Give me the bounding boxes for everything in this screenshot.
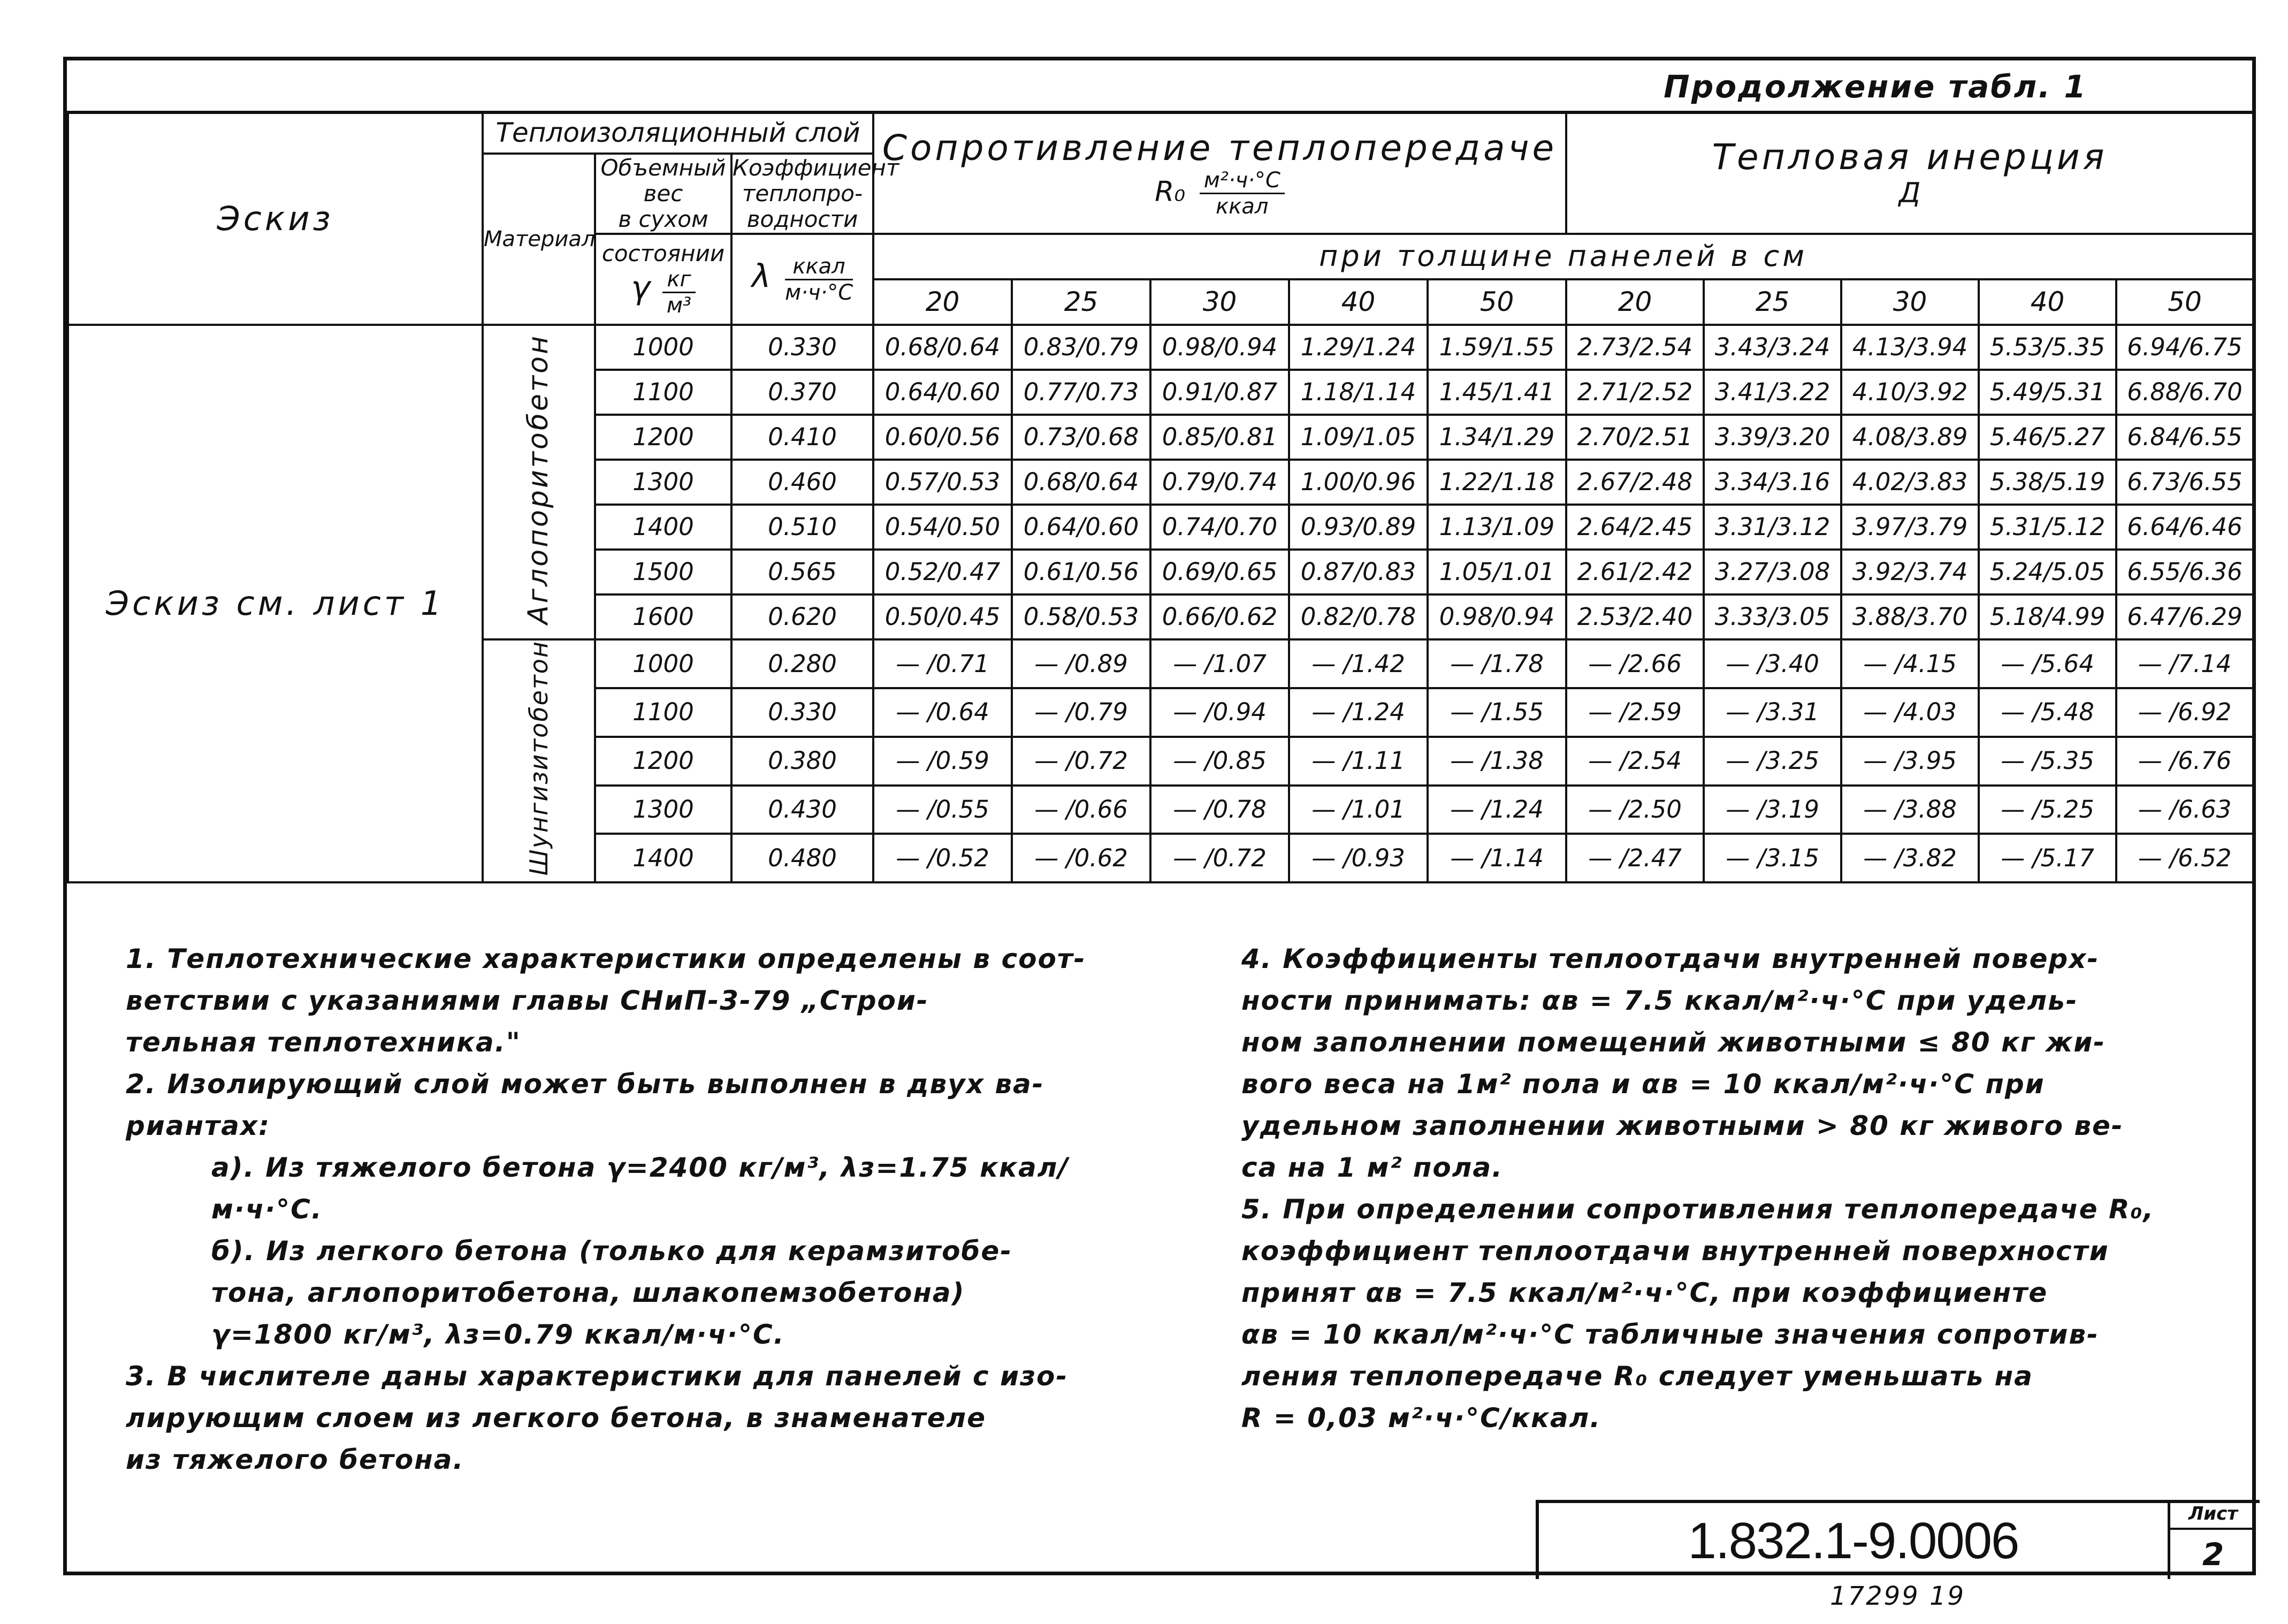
d-cell: — /2.47 [1566, 834, 1704, 882]
lambda-cell: 0.330 [731, 325, 873, 370]
d-cell: — /4.15 [1841, 639, 1979, 688]
r-cell: — /0.79 [1012, 688, 1150, 737]
d-thickness-25: 25 [1704, 279, 1841, 325]
d-cell: — /5.64 [1979, 639, 2116, 688]
archive-number: 17299 19 [1830, 1581, 1966, 1611]
note-1: 1. Теплотехнические характеристики определены в соот- ветствии с указаниями главы СНиП-3-79 „Строи- тельная теплотехника." [126, 943, 1086, 1058]
d-cell: 6.94/6.75 [2116, 325, 2253, 370]
sketch-header: Эскиз [68, 113, 483, 325]
material-shung: Шунгизитобетон [483, 639, 595, 882]
d-cell: 3.33/3.05 [1704, 594, 1841, 639]
r-cell: 0.52/0.47 [873, 550, 1012, 594]
r-cell: 0.57/0.53 [873, 460, 1012, 505]
d-cell: 3.31/3.12 [1704, 505, 1841, 550]
r-cell: 0.73/0.68 [1012, 415, 1150, 460]
d-cell: — /3.82 [1841, 834, 1979, 882]
r-cell: 0.60/0.56 [873, 415, 1012, 460]
density-cell: 1500 [595, 550, 731, 594]
resistance-symbol: R₀ [1155, 176, 1186, 208]
r-cell: 0.54/0.50 [873, 505, 1012, 550]
r-cell: — /0.72 [1150, 834, 1289, 882]
r-cell: 0.61/0.56 [1012, 550, 1150, 594]
resistance-header: Сопротивление теплопередаче R₀ $\frac{\text{м²·ч·°С}}{\text{ккал}}$ [873, 113, 1566, 234]
title-block [1536, 1500, 2260, 1579]
d-cell: 4.13/3.94 [1841, 325, 1979, 370]
r-thickness-20: 20 [873, 279, 1012, 325]
r-cell: — /0.89 [1012, 639, 1150, 688]
r-cell: — /1.55 [1428, 688, 1566, 737]
d-cell: 2.53/2.40 [1566, 594, 1704, 639]
table-caption: Продолжение табл. 1 [1664, 68, 2087, 105]
resistance-unit: $\frac{\text{м²·ч·°С}}{\text{ккал}}$ [1200, 168, 1285, 219]
r-thickness-40: 40 [1289, 279, 1428, 325]
r-cell: 0.58/0.53 [1012, 594, 1150, 639]
d-cell: — /3.95 [1841, 737, 1979, 786]
d-cell: 5.53/5.35 [1979, 325, 2116, 370]
r-cell: — /1.38 [1428, 737, 1566, 786]
lambda-cell: 0.380 [731, 737, 873, 786]
d-cell: 2.64/2.45 [1566, 505, 1704, 550]
r-cell: 0.93/0.89 [1289, 505, 1428, 550]
d-cell: — /7.14 [2116, 639, 2253, 688]
r-cell: — /0.52 [873, 834, 1012, 882]
heat-engineering-table [67, 112, 2254, 883]
density-unit: состоянии γ $\frac{кг}{\text{м³}}$ [595, 234, 731, 325]
r-cell: 0.77/0.73 [1012, 370, 1150, 415]
d-cell: 4.02/3.83 [1841, 460, 1979, 505]
r-cell: 1.45/1.41 [1428, 370, 1566, 415]
r-cell: 0.68/0.64 [873, 325, 1012, 370]
r-cell: 0.98/0.94 [1428, 594, 1566, 639]
density-cell: 1000 [595, 639, 731, 688]
r-cell: 0.69/0.65 [1150, 550, 1289, 594]
r-cell: 0.98/0.94 [1150, 325, 1289, 370]
d-cell: — /5.35 [1979, 737, 2116, 786]
r-cell: 1.59/1.55 [1428, 325, 1566, 370]
d-cell: 2.61/2.42 [1566, 550, 1704, 594]
conductivity-unit: λ $\frac{\text{ккал}}{м\cdot ч\cdot^\circ С}$ [731, 234, 873, 325]
d-cell: 5.24/5.05 [1979, 550, 2116, 594]
r-cell: — /1.14 [1428, 834, 1566, 882]
d-cell: 6.47/6.29 [2116, 594, 2253, 639]
r-cell: — /0.72 [1012, 737, 1150, 786]
lambda-cell: 0.370 [731, 370, 873, 415]
note-5: 5. При определении сопротивления теплопередаче R₀, коэффициент теплоотдачи внутренней поверхности принят αв = 7.5 ккал/м²·ч·°С, при коэффициенте αв = 10 ккал/м²·ч·°С табличные значения сопротив- ления теплопередаче R₀ следует уменьшать на R = 0,03 м²·ч·°С/ккал. [1241, 1194, 2155, 1434]
d-cell: 2.71/2.52 [1566, 370, 1704, 415]
d-cell: 5.18/4.99 [1979, 594, 2116, 639]
r-cell: — /0.64 [873, 688, 1012, 737]
lambda-cell: 0.280 [731, 639, 873, 688]
d-cell: — /3.15 [1704, 834, 1841, 882]
d-cell: 5.38/5.19 [1979, 460, 2116, 505]
r-cell: — /1.24 [1428, 786, 1566, 834]
r-cell: 0.64/0.60 [1012, 505, 1150, 550]
d-cell: — /3.88 [1841, 786, 1979, 834]
notes-right [1241, 938, 2231, 1439]
conductivity-header: Коэффициент теплопро- водности [731, 154, 873, 234]
density-cell: 1600 [595, 594, 731, 639]
density-cell: 1200 [595, 737, 731, 786]
d-cell: 5.46/5.27 [1979, 415, 2116, 460]
lambda-cell: 0.460 [731, 460, 873, 505]
sheet-number: 2 [2202, 1536, 2224, 1573]
d-thickness-20: 20 [1566, 279, 1704, 325]
d-cell: 6.88/6.70 [2116, 370, 2253, 415]
inertia-header: Тепловая инерция Д [1566, 113, 2253, 234]
document-code: 1.832.1-9.0006 [1539, 1503, 2170, 1579]
r-cell: 1.34/1.29 [1428, 415, 1566, 460]
d-cell: 2.70/2.51 [1566, 415, 1704, 460]
d-cell: — /5.48 [1979, 688, 2116, 737]
r-thickness-30: 30 [1150, 279, 1289, 325]
r-cell: 0.68/0.64 [1012, 460, 1150, 505]
r-cell: 0.74/0.70 [1150, 505, 1289, 550]
note-2: 2. Изолирующий слой может быть выполнен в двух ва- риантах: [126, 1069, 1044, 1141]
r-cell: — /1.07 [1150, 639, 1289, 688]
r-cell: 1.18/1.14 [1289, 370, 1428, 415]
lambda-cell: 0.430 [731, 786, 873, 834]
d-cell: — /2.54 [1566, 737, 1704, 786]
lambda-cell: 0.480 [731, 834, 873, 882]
d-cell: 3.41/3.22 [1704, 370, 1841, 415]
lambda-cell: 0.565 [731, 550, 873, 594]
r-cell: 1.22/1.18 [1428, 460, 1566, 505]
r-cell: 1.13/1.09 [1428, 505, 1566, 550]
drawing-sheet [63, 57, 2256, 1575]
r-cell: — /0.85 [1150, 737, 1289, 786]
d-cell: — /4.03 [1841, 688, 1979, 737]
sheet-label: Лист [2170, 1503, 2256, 1530]
d-cell: — /3.19 [1704, 786, 1841, 834]
d-cell: 3.39/3.20 [1704, 415, 1841, 460]
d-cell: 3.27/3.08 [1704, 550, 1841, 594]
d-cell: 5.49/5.31 [1979, 370, 2116, 415]
r-cell: 1.05/1.01 [1428, 550, 1566, 594]
d-cell: — /6.52 [2116, 834, 2253, 882]
d-cell: 6.64/6.46 [2116, 505, 2253, 550]
d-cell: — /6.63 [2116, 786, 2253, 834]
r-cell: — /0.93 [1289, 834, 1428, 882]
r-cell: 1.09/1.05 [1289, 415, 1428, 460]
density-cell: 1300 [595, 460, 731, 505]
note-3: 3. В числителе даны характеристики для панелей с изо- лирующим слоем из легкого бетона, в знаменателе из тяжелого бетона. [126, 1361, 1069, 1475]
r-cell: 1.29/1.24 [1289, 325, 1428, 370]
r-thickness-25: 25 [1012, 279, 1150, 325]
d-cell: 6.73/6.55 [2116, 460, 2253, 505]
density-cell: 1400 [595, 505, 731, 550]
r-cell: — /0.59 [873, 737, 1012, 786]
lambda-cell: 0.330 [731, 688, 873, 737]
r-cell: — /0.94 [1150, 688, 1289, 737]
d-cell: — /6.92 [2116, 688, 2253, 737]
r-cell: — /1.24 [1289, 688, 1428, 737]
r-cell: — /1.42 [1289, 639, 1428, 688]
d-cell: — /3.25 [1704, 737, 1841, 786]
d-cell: — /6.76 [2116, 737, 2253, 786]
d-cell: 3.92/3.74 [1841, 550, 1979, 594]
r-cell: 0.50/0.45 [873, 594, 1012, 639]
d-cell: 4.10/3.92 [1841, 370, 1979, 415]
d-cell: 3.88/3.70 [1841, 594, 1979, 639]
r-cell: 0.79/0.74 [1150, 460, 1289, 505]
r-cell: — /1.01 [1289, 786, 1428, 834]
r-cell: 0.87/0.83 [1289, 550, 1428, 594]
d-cell: 2.73/2.54 [1566, 325, 1704, 370]
sketch-reference: Эскиз см. лист 1 [68, 325, 483, 882]
lambda-cell: 0.620 [731, 594, 873, 639]
thickness-label: при толщине панелей в см [873, 234, 2253, 279]
note-4: 4. Коэффициенты теплоотдачи внутренней поверх- ности принимать: αв = 7.5 ккал/м²·ч·°С при удель- ном заполнении помещений животными ≤ 80 кг жи- вого веса на 1м² пола и αв = 10 ккал/м²·ч·°С при удельном заполнении животными > 80 кг живого ве- са на 1 м² пола. [1241, 943, 2124, 1183]
density-cell: 1100 [595, 370, 731, 415]
material-aglo: Аглопоритобетон [483, 325, 595, 639]
r-cell: — /1.11 [1289, 737, 1428, 786]
note-2b: б). Из легкого бетона (только для керамзитобе- тона, аглопоритобетона, шлакопемзобетона) γ=1800 кг/м³, λз=0.79 ккал/м·ч·°С. [211, 1236, 1013, 1350]
d-cell: 3.34/3.16 [1704, 460, 1841, 505]
r-thickness-50: 50 [1428, 279, 1566, 325]
d-cell: 4.08/3.89 [1841, 415, 1979, 460]
notes-left [126, 938, 1132, 1481]
d-cell: — /5.25 [1979, 786, 2116, 834]
r-cell: 0.82/0.78 [1289, 594, 1428, 639]
d-thickness-30: 30 [1841, 279, 1979, 325]
r-cell: — /0.62 [1012, 834, 1150, 882]
inertia-symbol: Д [1898, 177, 1921, 210]
d-cell: 3.97/3.79 [1841, 505, 1979, 550]
d-cell: — /2.59 [1566, 688, 1704, 737]
d-cell: — /5.17 [1979, 834, 2116, 882]
density-cell: 1400 [595, 834, 731, 882]
density-cell: 1300 [595, 786, 731, 834]
d-cell: — /3.31 [1704, 688, 1841, 737]
note-2a: а). Из тяжелого бетона γ=2400 кг/м³, λз=1.75 ккал/м·ч·°С. [211, 1152, 1069, 1225]
d-cell: — /3.40 [1704, 639, 1841, 688]
lambda-cell: 0.510 [731, 505, 873, 550]
r-cell: 0.83/0.79 [1012, 325, 1150, 370]
density-cell: 1100 [595, 688, 731, 737]
r-cell: 0.64/0.60 [873, 370, 1012, 415]
d-cell: 2.67/2.48 [1566, 460, 1704, 505]
d-cell: 3.43/3.24 [1704, 325, 1841, 370]
r-cell: — /0.55 [873, 786, 1012, 834]
d-thickness-50: 50 [2116, 279, 2253, 325]
d-cell: 5.31/5.12 [1979, 505, 2116, 550]
density-header: Объемный вес в сухом [595, 154, 731, 234]
r-cell: — /0.78 [1150, 786, 1289, 834]
table-row [68, 325, 2253, 370]
d-cell: 6.55/6.36 [2116, 550, 2253, 594]
d-cell: — /2.66 [1566, 639, 1704, 688]
d-cell: — /2.50 [1566, 786, 1704, 834]
r-cell: 0.66/0.62 [1150, 594, 1289, 639]
r-cell: 0.85/0.81 [1150, 415, 1289, 460]
density-cell: 1000 [595, 325, 731, 370]
d-cell: 6.84/6.55 [2116, 415, 2253, 460]
lambda-cell: 0.410 [731, 415, 873, 460]
r-cell: 0.91/0.87 [1150, 370, 1289, 415]
r-cell: — /0.66 [1012, 786, 1150, 834]
density-cell: 1200 [595, 415, 731, 460]
material-header: Материал [483, 154, 595, 325]
r-cell: — /1.78 [1428, 639, 1566, 688]
insulation-layer-header: Теплоизоляционный слой [483, 113, 873, 154]
d-thickness-40: 40 [1979, 279, 2116, 325]
r-cell: — /0.71 [873, 639, 1012, 688]
r-cell: 1.00/0.96 [1289, 460, 1428, 505]
